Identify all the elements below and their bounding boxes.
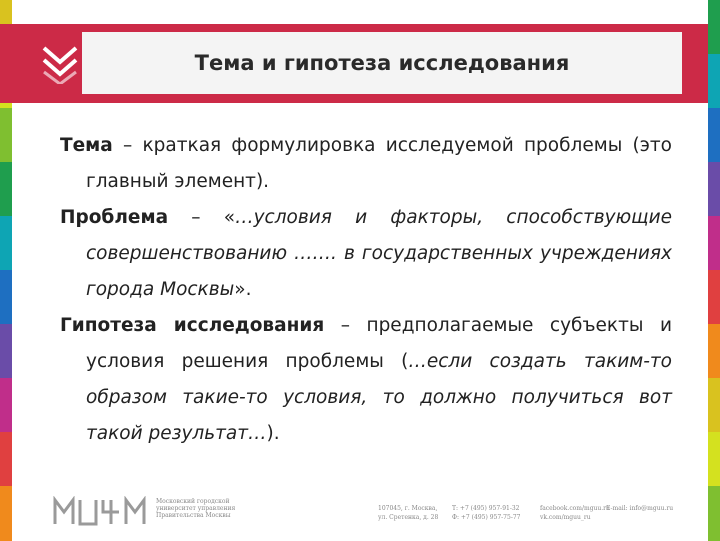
slide-content xyxy=(60,128,672,452)
color-stripe xyxy=(0,378,12,433)
color-stripe xyxy=(708,216,720,271)
slide-title: Тема и гипотеза исследования xyxy=(194,51,570,75)
footer-phone xyxy=(452,504,534,522)
footer-address xyxy=(378,504,458,522)
university-name xyxy=(156,498,238,519)
mguu-logo xyxy=(52,496,148,526)
definition-hypothesis-italic: …если создать таким-то образом такие-то условия, то должно получиться вот такой результат… xyxy=(86,351,672,444)
vk-link[interactable]: vk.com/mguu_ru xyxy=(540,514,591,521)
color-stripe xyxy=(708,54,720,109)
university-line-1: Московский городской xyxy=(156,498,230,505)
title-box xyxy=(82,32,682,94)
color-stripe xyxy=(0,270,12,325)
color-stripe xyxy=(708,0,720,55)
paragraph-topic xyxy=(60,128,672,200)
paragraph-hypothesis xyxy=(60,308,672,452)
phone-line: Т: +7 (495) 957-91-32 xyxy=(452,505,520,512)
color-stripe xyxy=(0,324,12,379)
slide-footer xyxy=(52,496,692,532)
color-stripe xyxy=(708,486,720,541)
color-stripe xyxy=(708,432,720,487)
color-stripe xyxy=(708,378,720,433)
right-color-stripes xyxy=(708,0,720,540)
footer-email[interactable]: E-mail: info@mguu.ru xyxy=(606,505,674,512)
definition-hypothesis-end: ). xyxy=(266,423,280,444)
color-stripe xyxy=(0,486,12,541)
color-stripe xyxy=(708,324,720,379)
facebook-link[interactable]: facebook.com/mguu.ru xyxy=(540,505,610,512)
university-line-3: Правительства Москвы xyxy=(156,512,231,519)
footer-social[interactable] xyxy=(540,504,610,522)
color-stripe xyxy=(708,162,720,217)
address-line-1: 107045, г. Москва, xyxy=(378,505,438,512)
address-line-2: ул. Сретенка, д. 28 xyxy=(378,514,439,521)
definition-problem-end: ». xyxy=(234,279,252,300)
university-line-2: университет управления xyxy=(156,505,236,512)
definition-hypothesis-start: – предполагаемые субъекты и условия решения проблемы ( xyxy=(86,315,672,372)
definition-problem-italic: …условия и факторы, способствующие совершенствованию ……. в государственных учреждениях города Москвы xyxy=(86,207,672,300)
fax-line: Ф: +7 (495) 957-75-77 xyxy=(452,514,521,521)
color-stripe xyxy=(708,108,720,163)
term-topic: Тема xyxy=(60,135,113,156)
definition-problem-start: – « xyxy=(168,207,236,228)
color-stripe xyxy=(0,108,12,163)
paragraph-problem xyxy=(60,200,672,308)
definition-topic: – краткая формулировка исследуемой проблемы (это главный элемент). xyxy=(86,135,672,192)
double-chevron-down-icon xyxy=(38,40,82,84)
term-hypothesis: Гипотеза исследования xyxy=(60,315,325,336)
color-stripe xyxy=(708,270,720,325)
color-stripe xyxy=(0,162,12,217)
color-stripe xyxy=(0,216,12,271)
term-problem: Проблема xyxy=(60,207,169,228)
color-stripe xyxy=(0,432,12,487)
